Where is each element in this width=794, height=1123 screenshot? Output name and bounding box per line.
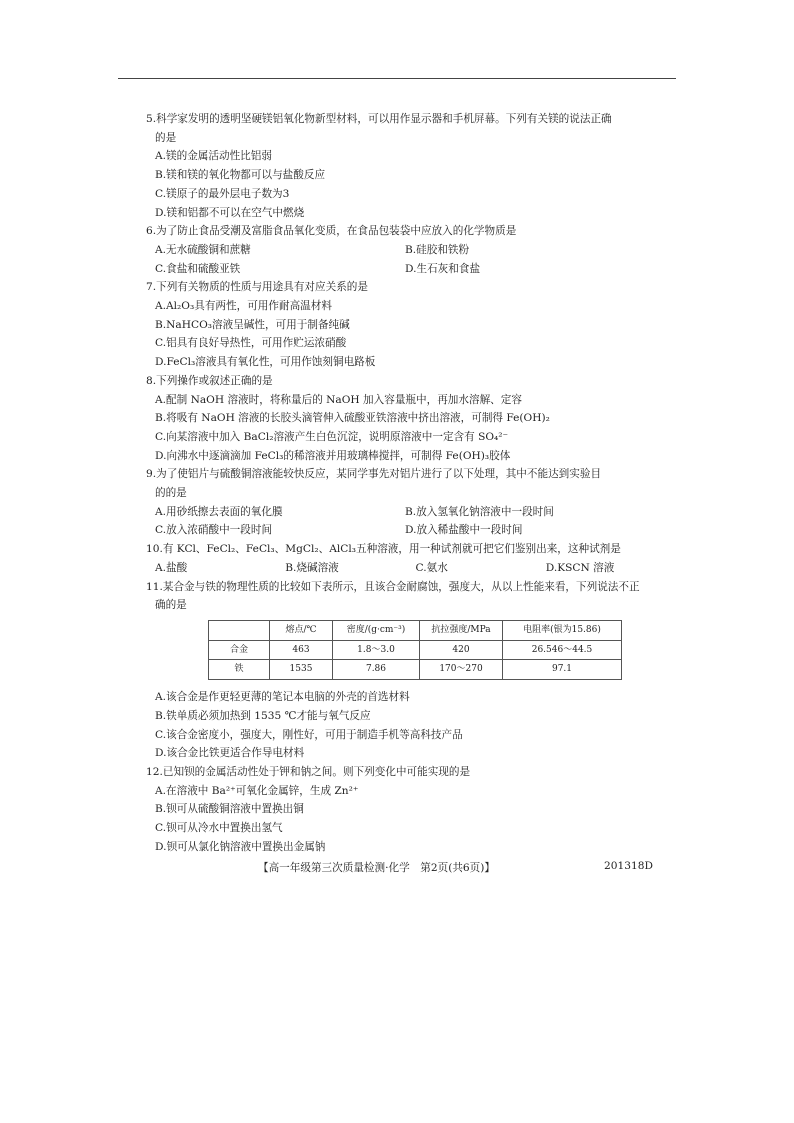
option-a: A.无水硫酸铜和蔗糖 xyxy=(155,243,251,256)
question-stem: 12.已知钡的金属活动性处于钾和钠之间。则下列变化中可能实现的是 xyxy=(146,765,471,778)
footer-code: 201318D xyxy=(604,860,653,872)
table-header-cell: 熔点/℃ xyxy=(270,620,333,640)
options-row xyxy=(146,260,676,279)
option-b: B.钡可从硫酸铜溶液中置换出铜 xyxy=(155,803,304,816)
table-cell: 合金 xyxy=(209,640,270,660)
table-header-row xyxy=(209,620,622,640)
question-stem: 5.科学家发明的透明坚硬镁铝氧化物新型材料，可以用作显示器和手机屏幕。下列有关镁的说法正确 xyxy=(146,113,612,125)
option-a: A.盐酸 xyxy=(155,561,188,574)
table-cell: 1.8～3.0 xyxy=(333,640,420,660)
question-stem: 8.下列操作或叙述正确的是 xyxy=(146,374,273,387)
option-b: B.NaHCO₃溶液呈碱性，可用于制备纯碱 xyxy=(155,318,350,331)
question-6 xyxy=(146,222,676,278)
options-row xyxy=(146,241,676,260)
property-comparison-table xyxy=(208,620,622,680)
table-cell: 420 xyxy=(420,640,503,660)
table-header-cell: 密度/(g·cm⁻³) xyxy=(333,620,420,640)
option-d: D.该合金比铁更适合作导电材料 xyxy=(155,747,305,760)
table-cell: 463 xyxy=(270,640,333,660)
option-a: A.该合金是作更轻更薄的笔记本电脑的外壳的首选材料 xyxy=(155,691,410,704)
option-d: D.生石灰和食盐 xyxy=(405,262,481,275)
options-row xyxy=(146,521,676,540)
option-d: D.放入稀盐酸中一段时间 xyxy=(405,524,523,537)
question-stem: 9.为了使铝片与硫酸铜溶液能较快反应，某同学事先对铝片进行了以下处理，其中不能达到实验目 xyxy=(146,468,602,481)
table-header-cell xyxy=(209,620,270,640)
question-stem: 的的是 xyxy=(155,487,187,500)
question-stem: 6.为了防止食品受潮及富脂食品氧化变质，在食品包装袋中应放入的化学物质是 xyxy=(146,225,517,238)
option-b: B.放入氢氧化钠溶液中一段时间 xyxy=(405,505,554,518)
table-cell: 铁 xyxy=(209,660,270,680)
question-page xyxy=(146,110,676,856)
table-cell: 97.1 xyxy=(503,660,622,680)
header-rule xyxy=(118,78,676,79)
question-10 xyxy=(146,540,676,577)
question-12 xyxy=(146,763,676,857)
question-11 xyxy=(146,578,676,763)
question-7 xyxy=(146,278,676,372)
options-row xyxy=(146,503,676,522)
option-a: A.镁的金属活动性比铝弱 xyxy=(155,150,272,163)
table-row xyxy=(209,640,622,660)
table-row xyxy=(209,660,622,680)
option-d: D.向沸水中逐滴滴加 FeCl₃的稀溶液并用玻璃棒搅拌，可制得 Fe(OH)₃胶体 xyxy=(155,449,511,462)
table-header-cell: 电阻率(银为15.86) xyxy=(503,620,622,640)
question-stem: 11.某合金与铁的物理性质的比较如下表所示，且该合金耐腐蚀，强度大，从以上性能来看，下列说法不正 xyxy=(146,580,640,593)
table-cell: 1535 xyxy=(270,660,333,680)
option-a: A.用砂纸擦去表面的氧化膜 xyxy=(155,505,283,518)
option-d: D.KSCN 溶液 xyxy=(545,561,615,574)
option-c: C.镁原子的最外层电子数为3 xyxy=(155,187,290,200)
option-d: D.钡可从氯化钠溶液中置换出金属钠 xyxy=(155,840,326,853)
option-b: B.烧碱溶液 xyxy=(285,561,339,574)
question-stem: 7.下列有关物质的性质与用途具有对应关系的是 xyxy=(146,281,368,294)
option-b: B.将吸有 NaOH 溶液的长胶头滴管伸入硫酸亚铁溶液中挤出溶液，可制得 Fe(OH)₂ xyxy=(155,412,550,425)
option-a: A.配制 NaOH 溶液时，将称量后的 NaOH 加入容量瓶中，再加水溶解、定容 xyxy=(155,393,522,406)
question-8 xyxy=(146,372,676,466)
options-row xyxy=(146,559,676,578)
footer-title: 【高一年级第三次质量检测·化学 第2页(共6页)】 xyxy=(258,862,495,874)
question-stem: 10.有 KCl、FeCl₂、FeCl₃、MgCl₂、AlCl₃五种溶液，用一种试剂就可把它们鉴别出来，这种试剂是 xyxy=(146,543,621,556)
table-cell: 170～270 xyxy=(420,660,503,680)
table-cell: 26.546～44.5 xyxy=(503,640,622,660)
option-c: C.放入浓硝酸中一段时间 xyxy=(155,524,273,537)
option-c: C.该合金密度小，强度大，刚性好，可用于制造手机等高科技产品 xyxy=(155,728,463,741)
question-stem: 确的是 xyxy=(155,599,187,612)
option-c: C.氨水 xyxy=(415,561,448,574)
option-c: C.向某溶液中加入 BaCl₂溶液产生白色沉淀，说明原溶液中一定含有 SO₄²⁻ xyxy=(155,430,509,443)
question-stem: 的是 xyxy=(155,131,177,144)
option-d: D.镁和铝都不可以在空气中燃烧 xyxy=(155,206,305,219)
question-9 xyxy=(146,465,676,540)
option-b: B.硅胶和铁粉 xyxy=(405,243,470,256)
option-b: B.镁和镁的氧化物都可以与盐酸反应 xyxy=(155,169,326,182)
option-a: A.在溶液中 Ba²⁺可氧化金属锌，生成 Zn²⁺ xyxy=(155,784,359,797)
table-header-cell: 抗拉强度/MPa xyxy=(420,620,503,640)
option-c: C.食盐和硫酸亚铁 xyxy=(155,262,241,275)
option-d: D.FeCl₃溶液具有氧化性，可用作蚀刻铜电路板 xyxy=(155,356,376,369)
option-a: A.Al₂O₃具有两性，可用作耐高温材料 xyxy=(155,300,332,313)
option-c: C.铝具有良好导热性，可用作贮运浓硝酸 xyxy=(155,337,347,350)
option-b: B.铁单质必须加热到 1535 ℃才能与氧气反应 xyxy=(155,709,371,722)
option-c: C.钡可从冷水中置换出氢气 xyxy=(155,822,283,835)
table-cell: 7.86 xyxy=(333,660,420,680)
question-5 xyxy=(146,110,676,222)
